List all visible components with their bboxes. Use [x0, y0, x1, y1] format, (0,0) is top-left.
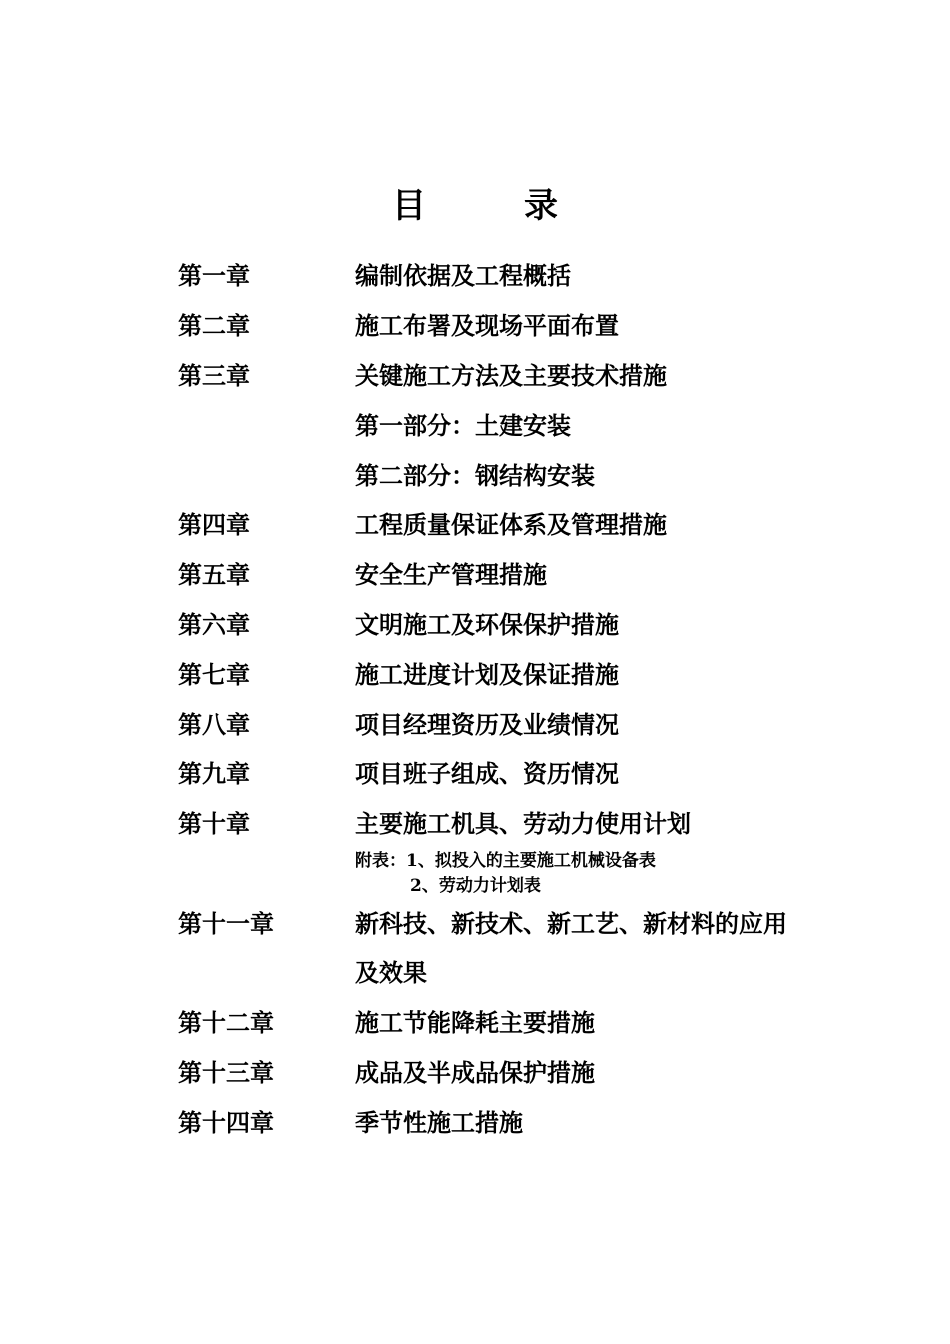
toc-entry-chapter-3-part-1: [0, 409, 950, 443]
chapter-number: 第五章: [178, 560, 250, 589]
toc-entry-chapter-7: [0, 658, 950, 692]
chapter-number: 第七章: [178, 660, 250, 689]
toc-entry-chapter-4: [0, 508, 950, 542]
chapter-title: 关键施工方法及主要技术措施: [355, 361, 667, 390]
section-title: 第一部分：土建安装: [355, 411, 571, 440]
chapter-number: 第十二章: [178, 1008, 274, 1037]
toc-title-char-2: 录: [524, 186, 558, 226]
toc-entry-chapter-11: [0, 907, 950, 941]
chapter-number: 第十章: [178, 809, 250, 838]
chapter-number: 第四章: [178, 510, 250, 539]
chapter-number: 第十一章: [178, 909, 274, 938]
chapter-number: 第十四章: [178, 1108, 274, 1137]
chapter-title: 文明施工及环保保护措施: [355, 610, 619, 639]
toc-entry-chapter-3-part-2: [0, 459, 950, 493]
toc-entry-chapter-1: [0, 259, 950, 293]
chapter-number: 第八章: [178, 710, 250, 739]
toc-entry-chapter-6: [0, 608, 950, 642]
toc-entry-chapter-14: [0, 1106, 950, 1140]
toc-entry-chapter-8: [0, 708, 950, 742]
chapter-title: 季节性施工措施: [355, 1108, 523, 1137]
toc-entry-chapter-10: [0, 807, 950, 841]
toc-title: [0, 178, 950, 227]
chapter-number: 第一章: [178, 261, 250, 290]
toc-entry-chapter-13: [0, 1056, 950, 1090]
chapter-title: 编制依据及工程概括: [355, 261, 571, 290]
chapter-title: 施工进度计划及保证措施: [355, 660, 619, 689]
chapter-title-continued: 及效果: [355, 958, 427, 987]
toc-entry-chapter-12: [0, 1006, 950, 1040]
section-title: 第二部分：钢结构安装: [355, 461, 595, 490]
chapter-title: 施工节能降耗主要措施: [355, 1008, 595, 1037]
chapter-title: 施工布署及现场平面布置: [355, 311, 619, 340]
toc-title-char-1: 目: [392, 186, 426, 226]
toc-entry-chapter-5: [0, 558, 950, 592]
chapter-number: 第三章: [178, 361, 250, 390]
chapter-title: 新科技、新技术、新工艺、新材料的应用: [355, 909, 787, 938]
chapter-title: 成品及半成品保护措施: [355, 1058, 595, 1087]
chapter-title: 工程质量保证体系及管理措施: [355, 510, 667, 539]
toc-annex-line-2: 2、劳动力计划表: [410, 876, 541, 896]
toc-entry-chapter-9: [0, 757, 950, 791]
chapter-title: 安全生产管理措施: [355, 560, 547, 589]
toc-annex-line-1: 附表：1、拟投入的主要施工机械设备表: [355, 851, 656, 871]
chapter-number: 第六章: [178, 610, 250, 639]
toc-entry-chapter-11-continued: [0, 956, 950, 990]
chapter-title: 主要施工机具、劳动力使用计划: [355, 809, 691, 838]
chapter-title: 项目经理资历及业绩情况: [355, 710, 619, 739]
chapter-number: 第十三章: [178, 1058, 274, 1087]
toc-entry-chapter-2: [0, 309, 950, 343]
chapter-title: 项目班子组成、资历情况: [355, 759, 619, 788]
toc-entry-chapter-3: [0, 359, 950, 393]
chapter-number: 第九章: [178, 759, 250, 788]
chapter-number: 第二章: [178, 311, 250, 340]
